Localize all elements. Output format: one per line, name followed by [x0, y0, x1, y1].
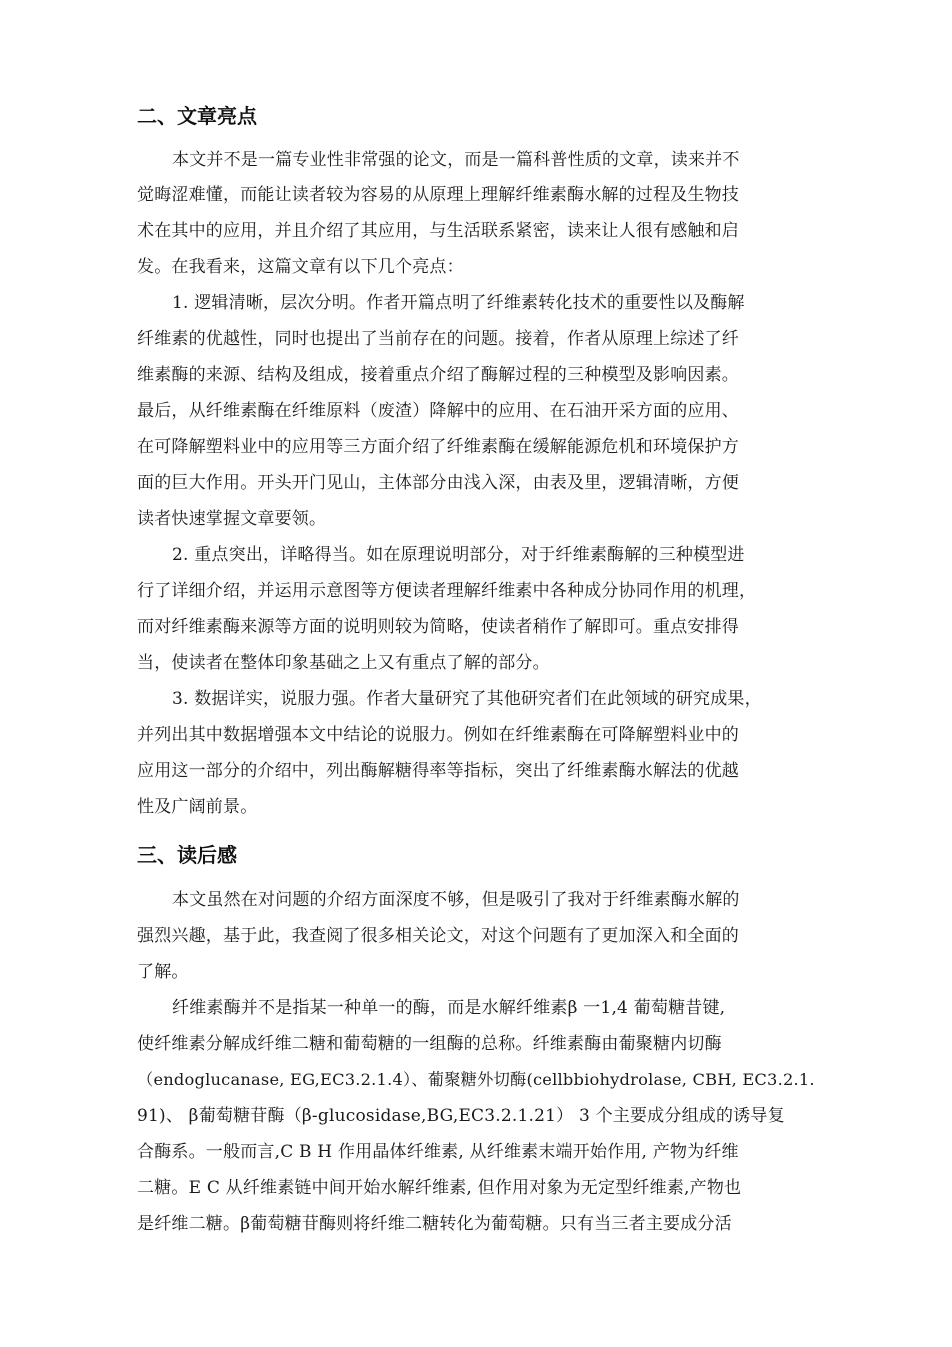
paragraph-line: 当，使读者在整体印象基础之上又有重点了解的部分。 — [137, 653, 550, 673]
paragraph-line: 发。在我看来，这篇文章有以下几个亮点： — [137, 257, 464, 277]
paragraph-line: 在可降解塑料业中的应用等三方面介绍了纤维素酶在缓解能源危机和环境保护方 — [137, 437, 739, 457]
section-heading-reflection: 三、读后感 — [137, 843, 237, 867]
paragraph-line: 是纤维二糖。β葡萄糖苷酶则将纤维二糖转化为葡萄糖。只有当三者主要成分活 — [137, 1214, 732, 1234]
paragraph-line: 纤维素的优越性，同时也提出了当前存在的问题。接着，作者从原理上综述了纤 — [137, 329, 739, 349]
paragraph-line: 合酶系。一般而言,C B H 作用晶体纤维素, 从纤维素末端开始作用, 产物为纤维 — [137, 1142, 739, 1162]
paragraph-line: 应用这一部分的介绍中，列出酶解糖得率等指标，突出了纤维素酶水解法的优越 — [137, 761, 739, 781]
paragraph-line: 91)、 β葡萄糖苷酶（β-glucosidase,BG,EC3.2.1.21） 3 个主要成分组成的诱导复 — [137, 1106, 785, 1126]
paragraph-line: 觉晦涩难懂，而能让读者较为容易的从原理上理解纤维素酶水解的过程及生物技 — [137, 185, 739, 205]
paragraph-line: 并列出其中数据增强本文中结论的说服力。例如在纤维素酶在可降解塑料业中的 — [137, 725, 739, 745]
paragraph-line: 二糖。E C 从纤维素链中间开始水解纤维素, 但作用对象为无定型纤维素,产物也 — [137, 1178, 742, 1198]
paragraph-line: 维素酶的来源、结构及组成，接着重点介绍了酶解过程的三种模型及影响因素。 — [137, 365, 739, 385]
paragraph-line: 强烈兴趣，基于此，我查阅了很多相关论文，对这个问题有了更加深入和全面的 — [137, 926, 739, 946]
paragraph-line: 使纤维素分解成纤维二糖和葡萄糖的一组酶的总称。纤维素酶由葡聚糖内切酶 — [137, 1034, 722, 1054]
paragraph-line: 行了详细介绍，并运用示意图等方便读者理解纤维素中各种成分协同作用的机理， — [137, 581, 757, 601]
paragraph-line: 面的巨大作用。开头开门见山，主体部分由浅入深，由表及里，逻辑清晰，方便 — [137, 473, 739, 493]
paragraph-line: 最后，从纤维素酶在纤维原料（废渣）降解中的应用、在石油开采方面的应用、 — [137, 401, 739, 421]
paragraph-line: 性及广阔前景。 — [137, 797, 258, 817]
paragraph-line: 纤维素酶并不是指某一种单一的酶，而是水解纤维素β 一1,4 葡萄糖昔键, — [172, 998, 726, 1018]
paragraph-line: 读者快速掌握文章要领。 — [137, 509, 327, 529]
paragraph-line: 3. 数据详实，说服力强。作者大量研究了其他研究者们在此领域的研究成果， — [172, 689, 762, 709]
paragraph-line: 而对纤维素酶来源等方面的说明则较为简略，使读者稍作了解即可。重点安排得 — [137, 617, 739, 637]
paragraph-line: 本文虽然在对问题的介绍方面深度不够，但是吸引了我对于纤维素酶水解的 — [172, 890, 740, 910]
paragraph-line: 2. 重点突出，详略得当。如在原理说明部分，对于纤维素酶解的三种模型进 — [172, 545, 745, 565]
section-heading-highlights: 二、文章亮点 — [137, 104, 257, 128]
paragraph-line: （endoglucanase, EG,EC3.2.1.4）、葡聚糖外切酶(cellbbiohydrolase, CBH, EC3.2.1. — [137, 1070, 815, 1089]
paragraph-line: 了解。 — [137, 962, 189, 982]
paragraph-line: 1. 逻辑清晰，层次分明。作者开篇点明了纤维素转化技术的重要性以及酶解 — [172, 293, 745, 313]
paragraph-line: 术在其中的应用，并且介绍了其应用，与生活联系紧密，读来让人很有感触和启 — [137, 221, 739, 241]
paragraph-line: 本文并不是一篇专业性非常强的论文，而是一篇科普性质的文章，读来并不 — [172, 150, 740, 170]
